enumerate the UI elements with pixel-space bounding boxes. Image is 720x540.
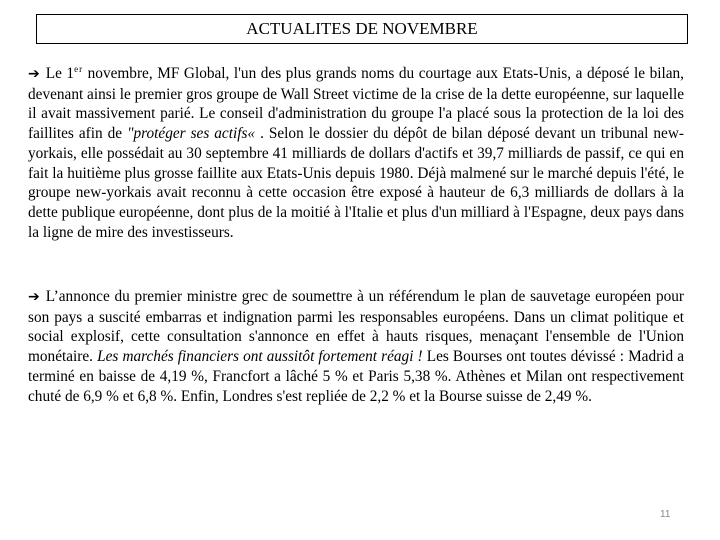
paragraph1-quote: "protéger ses actifs« (127, 125, 256, 143)
right-arrow-icon: ➔ (28, 289, 40, 305)
page-title: ACTUALITES DE NOVEMBRE (246, 19, 478, 38)
paragraph2-text-1: L’annonce du premier ministre grec de soumettre à un référendum le plan de sauvetage européen pour son pays a suscité embarras et indignation parmi les responsables européens. Dans un climat politique et social explosif, cette consultation s'annonce en effet à hauts risques, menaçant l'ensemble de l'Union monétaire. (28, 288, 684, 366)
paragraph1-text-1: novembre, MF Global, l'un des plus grands noms du courtage aux Etats-Unis, a déposé le bilan, devenant ainsi le premier gros groupe de Wall Street victime de la crise de la dette européenne, sur laquelle il avait massivement parié. Le conseil d'administration du groupe l'a placé sous la protection de la loi des faillites afin de (28, 65, 685, 143)
paragraph2-text-2: Les Bourses ont toutes dévissé : Madrid a terminé en baisse de 4,19 %, Francfort a lâché 5 % et Paris 5,38 %. Athènes et Milan ont respectivement chuté de 6,9 % et 6,8 %. Enfin, Londres s'est repliée de 2,2 % et la Bourse suisse de 2,49 %. (28, 348, 684, 405)
paragraph1-lead: Le 1 (45, 65, 75, 82)
paragraph1-text-2: . Selon le dossier du dépôt de bilan déposé devant un tribunal new-yorkais, elle possédait au 30 septembre 41 milliards de dollars d'actifs et 39,7 milliards de passif, ce qui en fait la huitième plus grosse faillite aux Etats-Unis depuis 1980. Déjà malmené sur le marché depuis l'été, le groupe new-yorkais avait reconnu à cette occasion être exposé à hauteur de 6,3 milliards de dollars à la dette publique européenne, dont plus de la moitié à l'Italie et plus d'un milliard à l'Espagne, deux pays dans la ligne de mire des investisseurs. (28, 125, 684, 241)
page-number: 11 (660, 509, 671, 520)
paragraph-mf-global (28, 64, 684, 242)
paragraph2-italic: Les marchés financiers ont aussitôt fortement réagi ! (97, 348, 423, 366)
right-arrow-icon: ➔ (28, 66, 40, 82)
paragraph1-superscript: er (74, 64, 84, 74)
paragraph-greek-referendum (28, 287, 684, 406)
title-box (36, 14, 688, 44)
